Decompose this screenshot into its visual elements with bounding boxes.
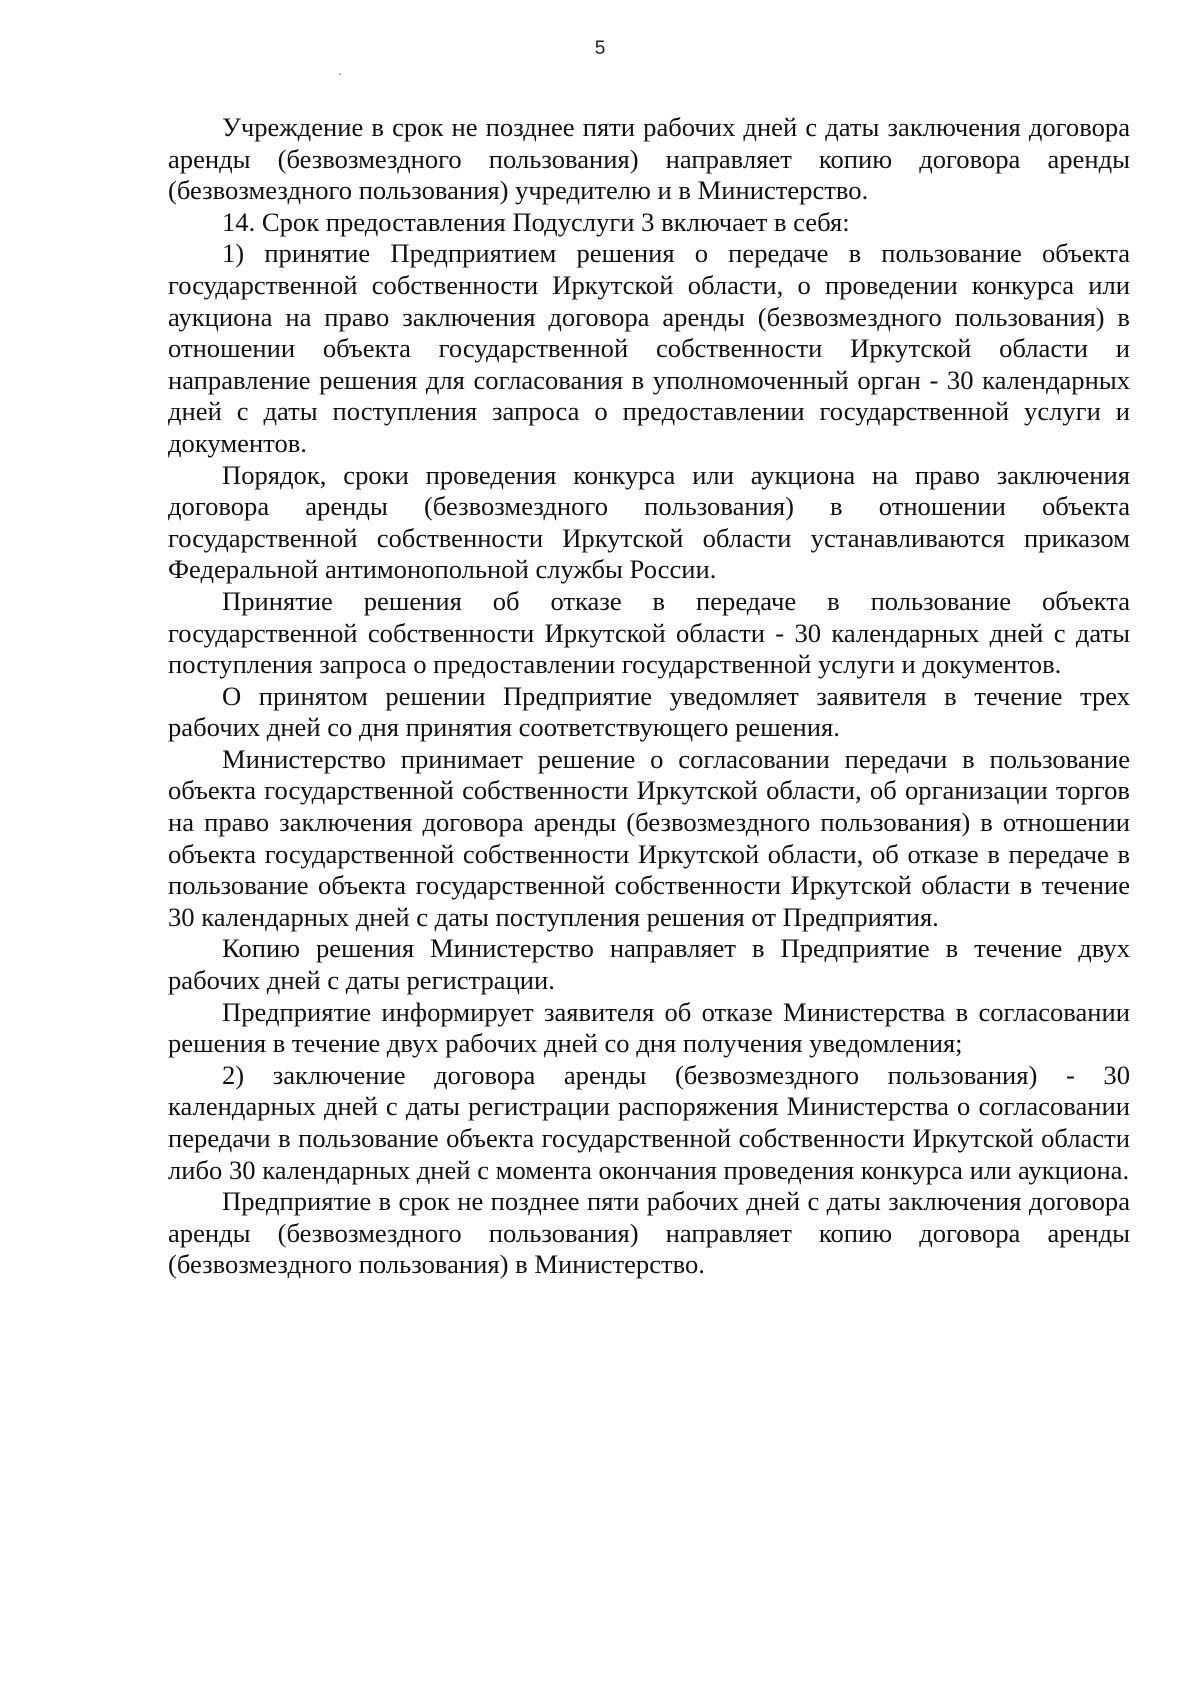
paragraph: 14. Срок предоставления Подуслуги 3 включает в себя: bbox=[222, 206, 850, 237]
paragraph: 1) принятие Предприятием решения о передаче в пользование объекта государственной собственности Иркутской области, о проведении конкурса или аукциона на право заключения договора аренды (безвозмездного пользования) в отношении объекта государственной собственности Иркутской области и направление решения для согласования в уполномоченный орган - 30 календарных дней с даты поступления запроса о предоставлении государственной услуги и документов. bbox=[168, 238, 1130, 458]
paragraph: Предприятие в срок не позднее пяти рабочих дней с даты заключения договора аренды (безвозмездного пользования) направляет копию договора аренды (безвозмездного пользования) в Министерство. bbox=[168, 1186, 1130, 1280]
paragraph: Копию решения Министерство направляет в Предприятие в течение двух рабочих дней с даты регистрации. bbox=[168, 933, 1130, 996]
paragraph: Порядок, сроки проведения конкурса или аукциона на право заключения договора аренды (безвозмездного пользования) в отношении объекта государственной собственности Иркутской области устанавливаются приказом Федеральной антимонопольной службы России. bbox=[168, 459, 1130, 585]
paragraph: Предприятие информирует заявителя об отказе Министерства в согласовании решения в течение двух рабочих дней со дня получения уведомления; bbox=[168, 996, 1130, 1059]
document-body bbox=[168, 112, 1130, 1281]
scan-speck bbox=[339, 73, 341, 75]
paragraph: О принятом решении Предприятие уведомляет заявителя в течение трех рабочих дней со дня принятия соответствующего решения. bbox=[168, 680, 1130, 743]
paragraph: Министерство принимает решение о согласовании передачи в пользование объекта государственной собственности Иркутской области, об организации торгов на право заключения договора аренды (безвозмездного пользования) в отношении объекта государственной собственности Иркутской области, об отказе в передаче в пользование объекта государственной собственности Иркутской области в течение 30 календарных дней с даты поступления решения от Предприятия. bbox=[168, 743, 1130, 932]
paragraph: 2) заключение договора аренды (безвозмездного пользования) - 30 календарных дней с даты регистрации распоряжения Министерства о согласовании передачи в пользование объекта государственной собственности Иркутской области либо 30 календарных дней с момента окончания проведения конкурса или аукциона. bbox=[168, 1059, 1130, 1185]
paragraph: Учреждение в срок не позднее пяти рабочих дней с даты заключения договора аренды (безвозмездного пользования) направляет копию договора аренды (безвозмездного пользования) учредителю и в Министерство. bbox=[168, 112, 1130, 206]
paragraph: Принятие решения об отказе в передаче в пользование объекта государственной собственности Иркутской области - 30 календарных дней с даты поступления запроса о предоставлении государственной услуги и документов. bbox=[168, 585, 1130, 680]
page-number: 5 bbox=[594, 38, 606, 59]
